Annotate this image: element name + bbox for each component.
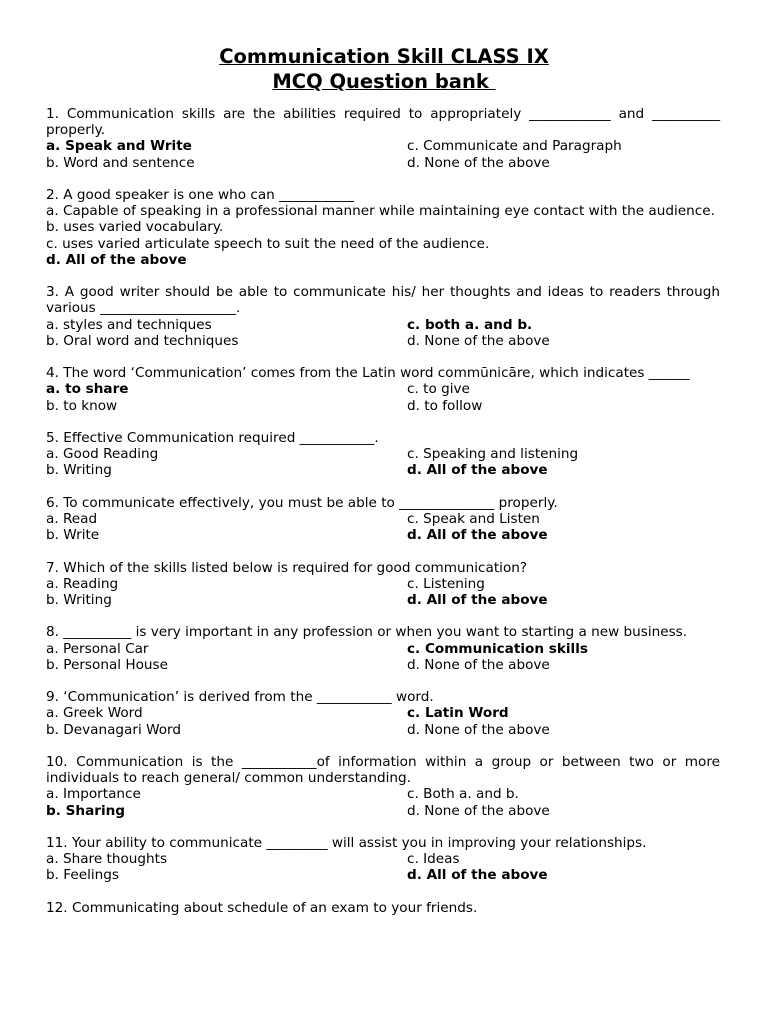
- option-b: b. Oral word and techniques: [46, 332, 239, 349]
- option-b: b. uses varied vocabulary.: [46, 219, 224, 236]
- question-item: [46, 284, 720, 349]
- option-c: c. uses varied articulate speech to suit the need of the audience.: [46, 235, 490, 252]
- option-d: d. All of the above: [407, 527, 548, 544]
- option-a: a. to share: [46, 381, 129, 398]
- option-b: b. Word and sentence: [46, 154, 195, 171]
- option-a: a. Read: [46, 511, 98, 527]
- question-item: [46, 495, 720, 544]
- option-a: a. Share thoughts: [46, 851, 168, 868]
- option-c: c. Speaking and listening: [407, 446, 579, 463]
- question-list: [46, 106, 720, 932]
- question-stem: 6. To communicate effectively, you must be able to ______________ properly.: [46, 494, 558, 511]
- option-c: c. Speak and Listen: [407, 511, 540, 527]
- question-stem: 11. Your ability to communicate _________ will assist you in improving your relationships.: [46, 834, 647, 851]
- option-b: b. Devanagari Word: [46, 721, 182, 738]
- option-d: d. None of the above: [407, 721, 550, 738]
- option-c: c. Latin Word: [407, 705, 509, 722]
- question-item: [46, 430, 720, 479]
- option-c: c. Ideas: [407, 851, 460, 868]
- option-d: d. All of the above: [407, 867, 548, 884]
- option-c: c. Both a. and b.: [407, 786, 519, 803]
- option-a: a. Reading: [46, 575, 119, 592]
- option-a: a. Capable of speaking in a professional manner while maintaining eye contact with the audience.: [46, 203, 715, 220]
- option-b: b. to know: [46, 397, 118, 414]
- option-b: b. Personal House: [46, 656, 168, 673]
- option-b: b. Writing: [46, 462, 112, 479]
- question-stem: 9. ‘Communication’ is derived from the ___________ word.: [46, 689, 434, 706]
- option-a: a. styles and techniques: [46, 316, 212, 333]
- question-item: [46, 365, 720, 414]
- option-b: b. Writing: [46, 592, 112, 608]
- question-item: [46, 900, 720, 916]
- option-d: d. None of the above: [407, 154, 550, 171]
- option-a: a. Importance: [46, 786, 141, 803]
- question-stem: 12. Communicating about schedule of an exam to your friends.: [46, 899, 478, 916]
- option-b: b. Write: [46, 527, 100, 544]
- option-b: b. Sharing: [46, 802, 126, 819]
- option-b: b. Feelings: [46, 867, 119, 884]
- question-item: [46, 754, 720, 819]
- question-stem: 7. Which of the skills listed below is required for good communication?: [46, 559, 528, 576]
- option-d: d. None of the above: [407, 332, 550, 349]
- option-a: a. Greek Word: [46, 705, 143, 722]
- option-c: c. Communication skills: [407, 640, 588, 657]
- option-d: d. All of the above: [46, 251, 187, 268]
- page-subtitle: MCQ Question bank: [272, 70, 496, 93]
- question-item: [46, 106, 720, 171]
- option-c: c. Communicate and Paragraph: [407, 138, 622, 155]
- option-a: a. Personal Car: [46, 640, 149, 657]
- option-c: c. both a. and b.: [407, 316, 533, 333]
- question-stem: 1. Communication skills are the abilities required to appropriately ____________ and __________ properly.: [46, 106, 720, 139]
- title-block: [0, 44, 768, 94]
- question-stem: 2. A good speaker is one who can ___________: [46, 187, 354, 203]
- option-c: c. to give: [407, 381, 470, 398]
- question-item: [46, 835, 720, 884]
- question-stem: 5. Effective Communication required ___________.: [46, 430, 379, 446]
- question-item: [46, 624, 720, 673]
- question-stem: 10. Communication is the ___________of information within a group or between two or more individuals to reach general/ common understanding.: [46, 753, 720, 787]
- option-d: d. All of the above: [407, 592, 548, 608]
- question-stem: 3. A good writer should be able to communicate his/ her thoughts and ideas to readers through various ____________________.: [46, 284, 720, 317]
- option-d: d. All of the above: [407, 462, 548, 479]
- option-d: d. None of the above: [407, 802, 550, 819]
- page-title: Communication Skill CLASS IX: [219, 45, 549, 68]
- option-a: a. Speak and Write: [46, 138, 192, 155]
- question-item: [46, 689, 720, 738]
- question-item: [46, 187, 720, 268]
- question-stem: 4. The word ‘Communication’ comes from the Latin word commūnicāre, which indicates ______: [46, 365, 690, 382]
- option-d: d. None of the above: [407, 656, 550, 673]
- option-c: c. Listening: [407, 575, 485, 592]
- question-stem: 8. __________ is very important in any profession or when you want to starting a new business.: [46, 624, 688, 641]
- option-d: d. to follow: [407, 397, 483, 414]
- option-a: a. Good Reading: [46, 446, 159, 463]
- question-item: [46, 560, 720, 609]
